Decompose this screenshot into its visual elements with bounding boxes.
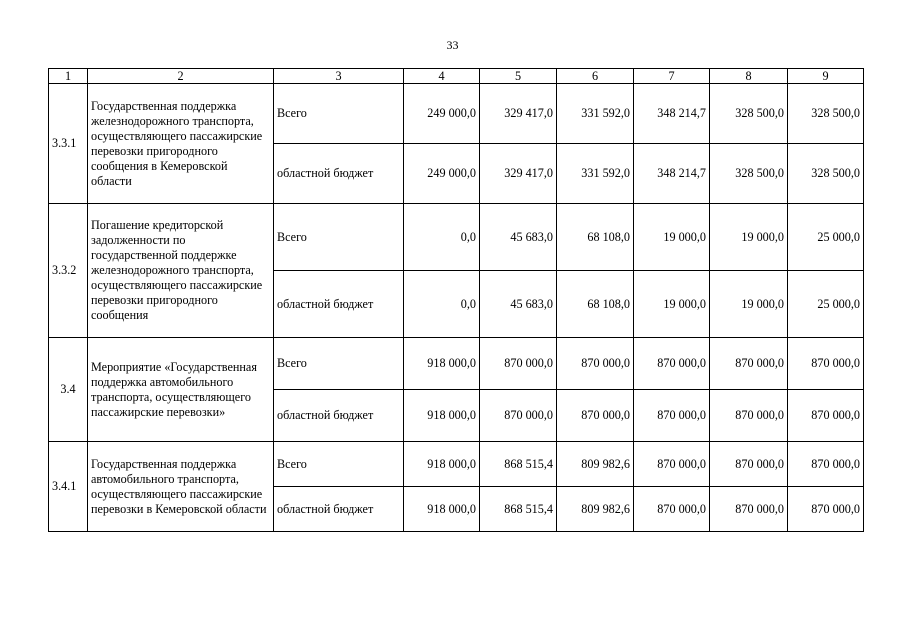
budget-table — [48, 68, 864, 532]
value-cell: 870 000,0 — [634, 487, 710, 532]
page-number: 33 — [446, 38, 459, 52]
value-cell: 0,0 — [404, 204, 480, 271]
funding-source: областной бюджет — [274, 390, 404, 442]
column-header: 5 — [480, 69, 557, 84]
table-row — [49, 204, 864, 271]
value-cell: 870 000,0 — [557, 390, 634, 442]
value-cell: 809 982,6 — [557, 442, 634, 487]
row-name: Государственная поддержка автомобильного транспорта, осуществляющего пассажирские перевозки в Кемеровской области — [88, 442, 274, 532]
value-cell: 870 000,0 — [480, 338, 557, 390]
value-cell: 918 000,0 — [404, 338, 480, 390]
value-cell: 870 000,0 — [710, 442, 788, 487]
value-cell: 328 500,0 — [788, 84, 864, 144]
value-cell: 870 000,0 — [634, 390, 710, 442]
value-cell: 870 000,0 — [480, 390, 557, 442]
row-code: 3.3.2 — [49, 204, 88, 338]
funding-source: Всего — [274, 84, 404, 144]
value-cell: 328 500,0 — [788, 144, 864, 204]
value-cell: 329 417,0 — [480, 84, 557, 144]
value-cell: 331 592,0 — [557, 144, 634, 204]
value-cell: 868 515,4 — [480, 487, 557, 532]
funding-source: Всего — [274, 204, 404, 271]
column-header: 2 — [88, 69, 274, 84]
value-cell: 45 683,0 — [480, 271, 557, 338]
row-name: Государственная поддержка железнодорожного транспорта, осуществляющего пассажирские перевозки пригородного сообщения в Кемеровской области — [88, 84, 274, 204]
value-cell: 868 515,4 — [480, 442, 557, 487]
value-cell: 870 000,0 — [788, 390, 864, 442]
row-code: 3.3.1 — [49, 84, 88, 204]
value-cell: 0,0 — [404, 271, 480, 338]
funding-source: областной бюджет — [274, 487, 404, 532]
row-code: 3.4 — [49, 338, 88, 442]
value-cell: 870 000,0 — [710, 487, 788, 532]
table-row — [49, 442, 864, 487]
value-cell: 870 000,0 — [557, 338, 634, 390]
value-cell: 918 000,0 — [404, 442, 480, 487]
value-cell: 918 000,0 — [404, 390, 480, 442]
row-name: Мероприятие «Государственная поддержка автомобильного транспорта, осуществляющего пассажирские перевозки» — [88, 338, 274, 442]
value-cell: 249 000,0 — [404, 144, 480, 204]
value-cell: 870 000,0 — [788, 487, 864, 532]
value-cell: 331 592,0 — [557, 84, 634, 144]
value-cell: 870 000,0 — [788, 338, 864, 390]
value-cell: 329 417,0 — [480, 144, 557, 204]
value-cell: 68 108,0 — [557, 204, 634, 271]
value-cell: 19 000,0 — [634, 271, 710, 338]
funding-source: областной бюджет — [274, 271, 404, 338]
row-code: 3.4.1 — [49, 442, 88, 532]
column-header: 9 — [788, 69, 864, 84]
value-cell: 328 500,0 — [710, 84, 788, 144]
column-header: 3 — [274, 69, 404, 84]
funding-source: Всего — [274, 442, 404, 487]
value-cell: 348 214,7 — [634, 144, 710, 204]
column-header: 7 — [634, 69, 710, 84]
value-cell: 19 000,0 — [634, 204, 710, 271]
value-cell: 348 214,7 — [634, 84, 710, 144]
column-header: 8 — [710, 69, 788, 84]
table-row — [49, 84, 864, 144]
header-row — [49, 69, 864, 84]
table-row — [49, 338, 864, 390]
value-cell: 870 000,0 — [710, 338, 788, 390]
value-cell: 19 000,0 — [710, 204, 788, 271]
value-cell: 25 000,0 — [788, 271, 864, 338]
value-cell: 809 982,6 — [557, 487, 634, 532]
value-cell: 918 000,0 — [404, 487, 480, 532]
column-header: 1 — [49, 69, 88, 84]
column-header: 4 — [404, 69, 480, 84]
row-name: Погашение кредиторской задолженности по государственной поддержке железнодорожного транспорта, осуществляющего пассажирские перевозки пригородного сообщения — [88, 204, 274, 338]
value-cell: 45 683,0 — [480, 204, 557, 271]
funding-source: Всего — [274, 338, 404, 390]
value-cell: 870 000,0 — [634, 442, 710, 487]
value-cell: 68 108,0 — [557, 271, 634, 338]
value-cell: 25 000,0 — [788, 204, 864, 271]
funding-source: областной бюджет — [274, 144, 404, 204]
value-cell: 870 000,0 — [788, 442, 864, 487]
value-cell: 249 000,0 — [404, 84, 480, 144]
column-header: 6 — [557, 69, 634, 84]
value-cell: 870 000,0 — [634, 338, 710, 390]
value-cell: 328 500,0 — [710, 144, 788, 204]
value-cell: 19 000,0 — [710, 271, 788, 338]
value-cell: 870 000,0 — [710, 390, 788, 442]
